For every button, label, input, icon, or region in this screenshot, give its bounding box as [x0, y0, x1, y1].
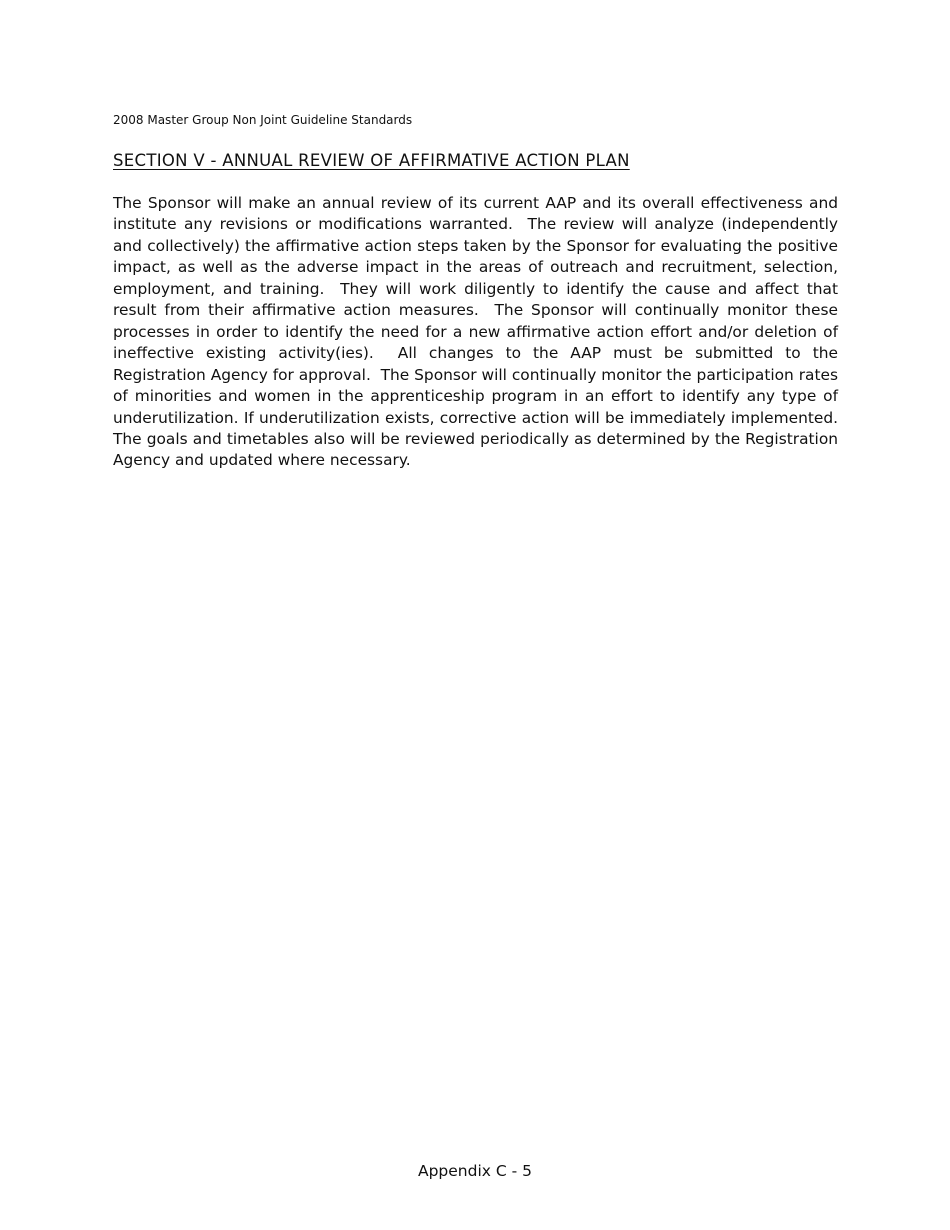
- page-footer: Appendix C - 5: [417, 1162, 533, 1180]
- body-paragraph: The Sponsor will make an annual review of its current AAP and its overall effectiveness and institute any revisions or modifications warranted. The review will analyze (independently and collectively) the affirmative action steps taken by the Sponsor for evaluating the positive impact, as well as the adverse impact in the areas of outreach and recruitment, selection, employment, and training. They will work diligently to identify the cause and affect that result from their affirmative action measures. The Sponsor will continually monitor these processes in order to identify the need for a new affirmative action effort and/or deletion of ineffective existing activity(ies). All changes to the AAP must be submitted to the Registration Agency for approval. The Sponsor will continually monitor the participation rates of minorities and women in the apprenticeship program in an effort to identify any type of underutilization. If underutilization exists, corrective action will be immediately implemented. The goals and timetables also will be reviewed periodically as determined by the Registration Agency and updated where necessary.: [113, 194, 848, 470]
- section-title: SECTION V - ANNUAL REVIEW OF AFFIRMATIVE ACTION PLAN: [113, 151, 630, 170]
- running-header: 2008 Master Group Non Joint Guideline Standards: [113, 113, 413, 127]
